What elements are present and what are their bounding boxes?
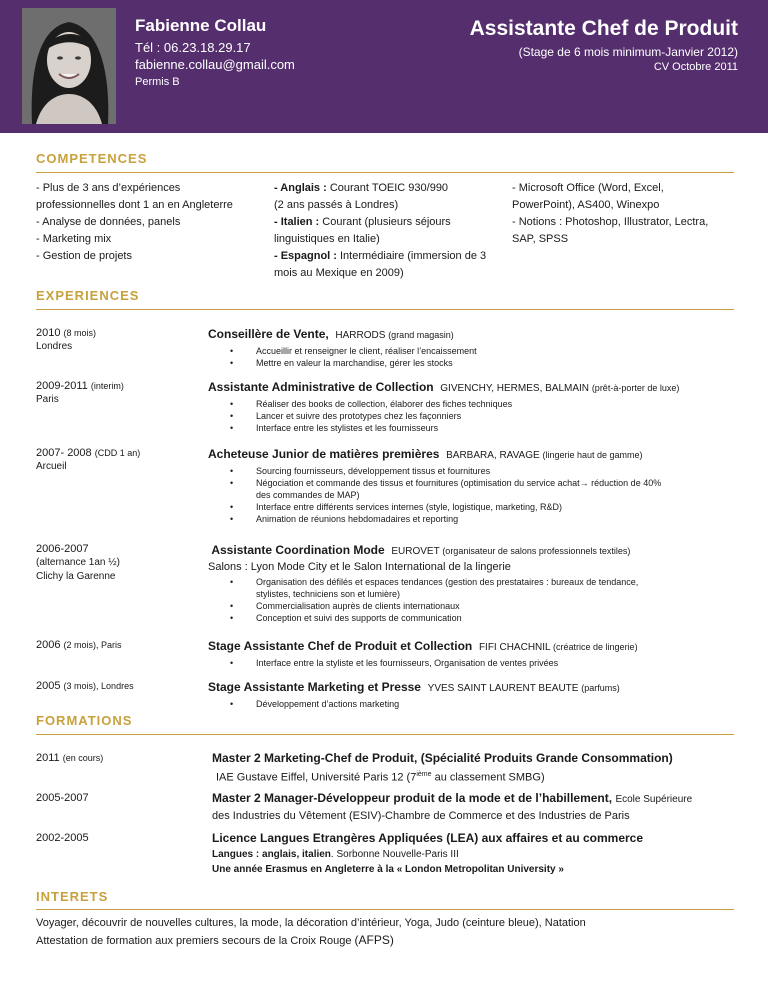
education-detail: des Industries du Vêtement (ESIV)-Chambre de Commerce et des Industries de Paris [212, 810, 630, 822]
language-english: - Anglais : Courant TOEIC 930/990 [274, 182, 449, 194]
skill-line: - Marketing mix [36, 233, 112, 245]
driving-license: Permis B [135, 76, 180, 88]
experience-title: Conseillère de Vente, HARRODS (grand magasin) [208, 327, 454, 341]
candidate-name: Fabienne Collau [135, 16, 267, 35]
section-divider [36, 309, 734, 310]
section-divider [36, 909, 734, 910]
experience-tasks [208, 465, 740, 525]
skill-line: SAP, SPSS [512, 233, 569, 245]
interests-line: Attestation de formation aux premiers secours de la Croix Rouge (AFPS) [36, 933, 394, 947]
contact-block [135, 16, 295, 90]
section-divider [36, 172, 734, 173]
skill-line: - Gestion de projets [36, 250, 132, 262]
education-title: Master 2 Manager-Développeur produit de la mode et de l’habillement, Ecole Supérieure [212, 791, 693, 805]
email-address[interactable]: fabienne.collau@gmail.com [135, 57, 295, 72]
experience-date: 2006 (2 mois), Paris [36, 639, 122, 651]
experience-tasks [208, 398, 740, 434]
skills-general [36, 180, 233, 265]
experience-title: Assistante Coordination Mode EUROVET (organisateur de salons professionnels textiles) [211, 543, 631, 557]
experience-meta [36, 446, 196, 474]
section-title-experiences: EXPERIENCES [36, 288, 140, 303]
skill-line: - Analyse de données, panels [36, 216, 181, 228]
education-erasmus: Une année Erasmus en Angleterre à la « London Metropolitan University » [212, 864, 564, 875]
experience-tasks [208, 657, 740, 669]
list-item: • Sourcing fournisseurs, développement tissus et fournitures [230, 466, 491, 476]
interests-line: Voyager, découvrir de nouvelles cultures, la mode, la décoration d’intérieur, Yoga, Judo (ceinture bleue), Natation [36, 917, 586, 929]
skills-software [512, 180, 708, 248]
education-date: 2002-2005 [36, 832, 89, 844]
experience-meta [36, 679, 196, 693]
list-item: stylistes, techniciens son et lumière) [256, 589, 401, 599]
section-title-interets: INTERETS [36, 889, 109, 904]
experience-place: Paris [36, 394, 59, 405]
profile-photo [22, 8, 116, 124]
experience-date: 2010 (8 mois) [36, 327, 97, 339]
education-detail: Langues : anglais, italien. Sorbonne Nouvelle-Paris III [212, 849, 459, 860]
experience-meta [36, 542, 196, 584]
list-item: • Lancer et suivre des prototypes chez les façonniers [230, 411, 462, 421]
skill-line: professionnelles dont 1 an en Angleterre [36, 199, 233, 211]
experience-title: Stage Assistante Chef de Produit et Collection FIFI CHACHNIL (créatrice de lingerie) [208, 639, 638, 653]
section-title-competences: COMPETENCES [36, 151, 148, 166]
experience-title: Assistante Administrative de Collection GIVENCHY, HERMES, BALMAIN (prêt-à-porter de luxe) [208, 380, 680, 394]
header-banner [0, 0, 768, 133]
list-item: • Interface entre la styliste et les fournisseurs, Organisation de ventes privées [230, 658, 559, 668]
list-item: • Négociation et commande des tissus et fournitures (optimisation du service achat→ réduction de 40% [230, 478, 662, 488]
experience-place: Londres [36, 341, 73, 352]
education-date: 2005-2007 [36, 792, 89, 804]
list-item: des commandes de MAP) [256, 490, 360, 500]
list-item: • Conception et suivi des supports de communication [230, 613, 462, 623]
experience-tasks [208, 576, 740, 624]
section-title-formations: FORMATIONS [36, 713, 133, 728]
list-item: • Mettre en valeur la marchandise, gérer les stocks [230, 358, 453, 368]
list-item: • Commercialisation auprès de clients internationaux [230, 601, 460, 611]
skills-languages [274, 180, 486, 282]
experience-date: 2006-2007 [36, 543, 89, 555]
experience-meta [36, 379, 196, 407]
experience-title: Acheteuse Junior de matières premières BARBARA, RAVAGE (lingerie haut de gamme) [208, 447, 643, 461]
skill-line: mois au Mexique en 2009) [274, 267, 404, 279]
experience-meta [36, 638, 196, 652]
language-italian: - Italien : Courant (plusieurs séjours [274, 216, 451, 228]
experience-date: 2005 (3 mois), Londres [36, 680, 134, 692]
experience-tasks [208, 698, 740, 710]
education-title: Licence Langues Etrangères Appliquées (LEA) aux affaires et au commerce [212, 831, 644, 845]
list-item: • Développement d’actions marketing [230, 699, 400, 709]
education-detail: IAE Gustave Eiffel, Université Paris 12 (7ième au classement SMBG) [216, 771, 545, 784]
skill-line: PowerPoint), AS400, Winexpo [512, 199, 660, 211]
list-item: • Réaliser des books de collection, élaborer des fiches techniques [230, 399, 513, 409]
experience-place: Arcueil [36, 461, 67, 472]
internship-duration: (Stage de 6 mois minimum-Janvier 2012) [518, 45, 738, 59]
experience-meta [36, 326, 196, 354]
section-divider [36, 734, 734, 735]
list-item: • Animation de réunions hebdomadaires et reporting [230, 514, 459, 524]
experience-date-note: (alternance 1an ½) [36, 557, 120, 568]
list-item: • Interface entre différents services internes (style, logistique, marketing, R&D) [230, 502, 562, 512]
experience-tasks [208, 345, 740, 369]
position-block [470, 16, 738, 74]
language-spanish: - Espagnol : Intermédiaire (immersion de 3 [274, 250, 487, 262]
skill-line: (2 ans passés à Londres) [274, 199, 399, 211]
experience-title: Stage Assistante Marketing et Presse YVES SAINT LAURENT BEAUTE (parfums) [208, 680, 620, 694]
skill-line: - Microsoft Office (Word, Excel, [512, 182, 664, 194]
list-item: • Accueillir et renseigner le client, réaliser l’encaissement [230, 346, 477, 356]
list-item: • Organisation des défilés et espaces tendances (gestion des prestataires : bureaux de tendance, [230, 577, 639, 587]
experience-subtitle: Salons : Lyon Mode City et le Salon International de la lingerie [208, 561, 511, 573]
experience-place: Clichy la Garenne [36, 571, 116, 582]
interests-block [36, 915, 586, 950]
skill-line: - Plus de 3 ans d’expériences [36, 182, 181, 194]
skill-line: linguistiques en Italie) [274, 233, 380, 245]
phone-number: Tél : 06.23.18.29.17 [135, 40, 251, 55]
experience-date: 2009-2011 (interim) [36, 380, 124, 392]
education-date: 2011 (en cours) [36, 752, 104, 764]
education-title: Master 2 Marketing-Chef de Produit, (Spécialité Produits Grande Consommation) [212, 751, 673, 765]
list-item: • Interface entre les stylistes et les fournisseurs [230, 423, 439, 433]
skill-line: - Notions : Photoshop, Illustrator, Lectra, [512, 216, 709, 228]
target-position: Assistante Chef de Produit [469, 17, 738, 40]
experience-date: 2007- 2008 (CDD 1 an) [36, 447, 141, 459]
cv-date: CV Octobre 2011 [653, 61, 738, 73]
